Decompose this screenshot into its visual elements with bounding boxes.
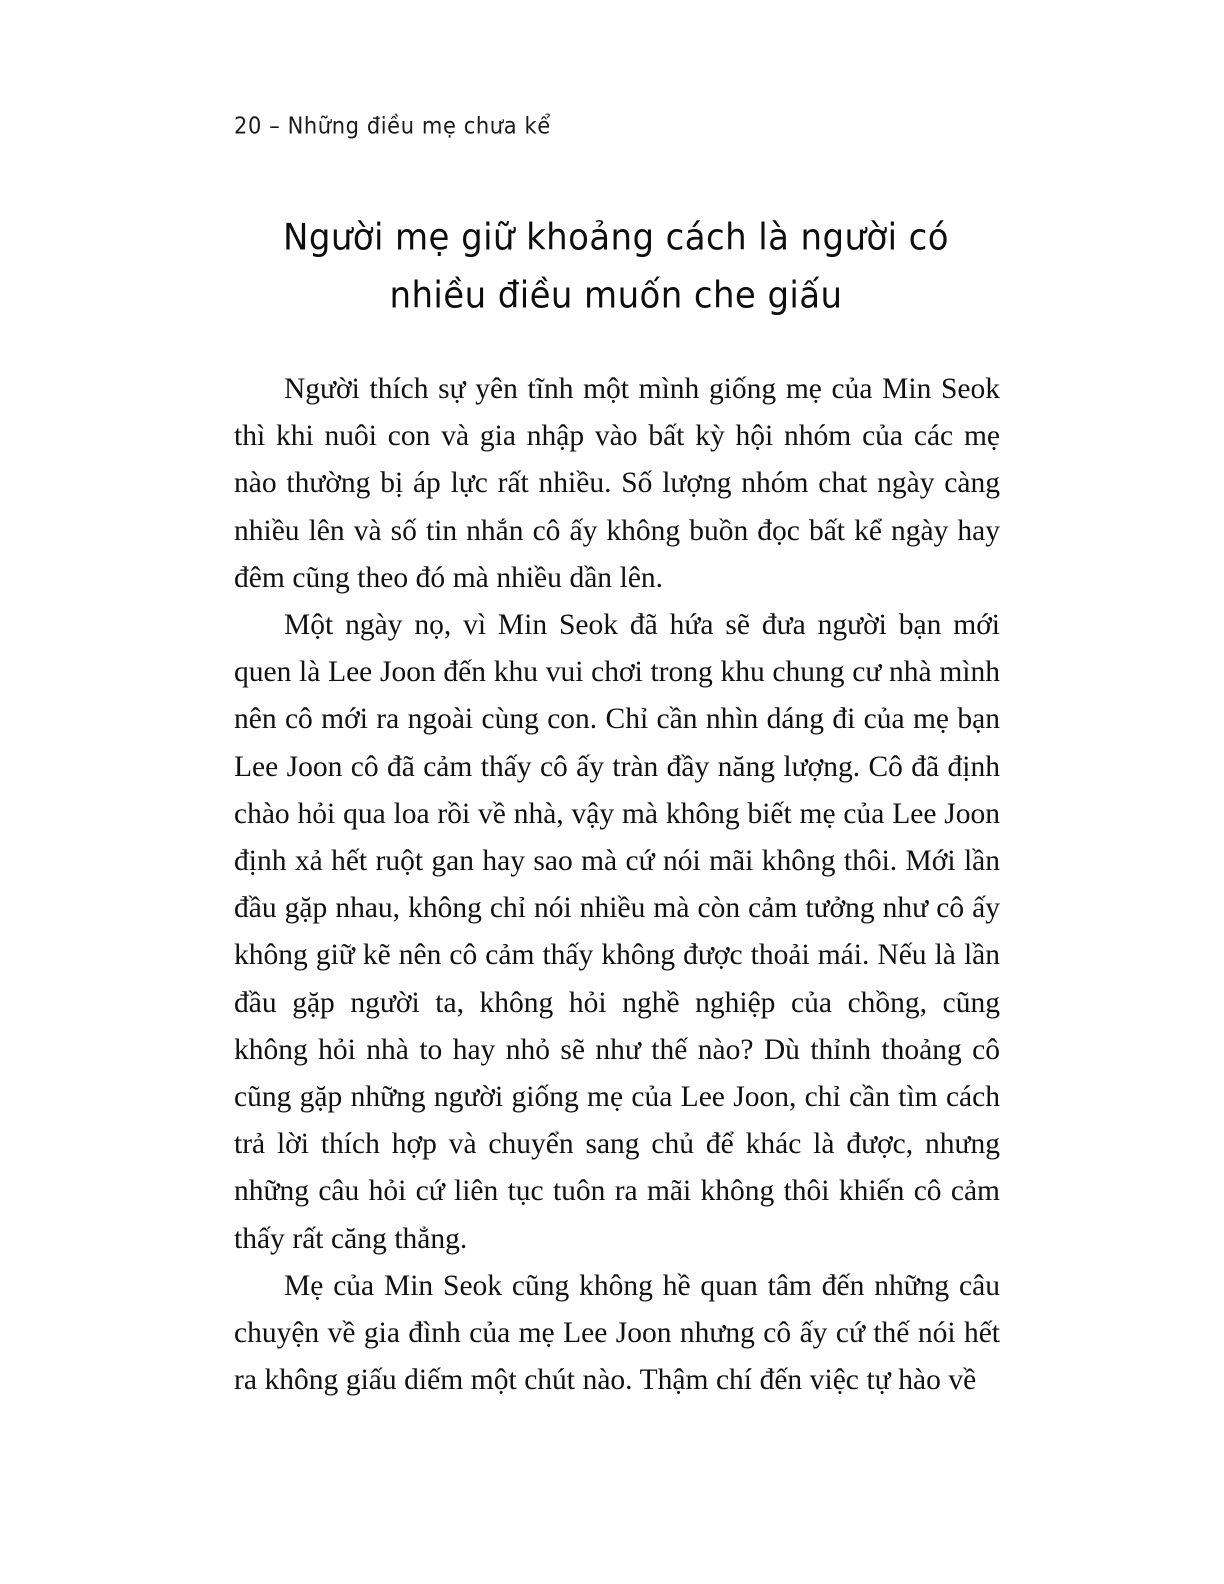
chapter-title: Người mẹ giữ khoảng cách là người có nhiều điều muốn che giấu xyxy=(283,216,949,317)
body-paragraph: Mẹ của Min Seok cũng không hề quan tâm đến những câu chuyện về gia đình của mẹ Lee Joon nhưng cô ấy cứ thế nói hết ra không giấu diếm một chút nào. Thậm chí đến việc tự hào về xyxy=(234,1269,1000,1397)
body-paragraph: Người thích sự yên tĩnh một mình giống mẹ của Min Seok thì khi nuôi con và gia nhập vào bất kỳ hội nhóm của các mẹ nào thường bị áp lực rất nhiều. Số lượng nhóm chat ngày càng nhiều lên và số tin nhắn cô ấy không buồn đọc bất kể ngày hay đêm cũng theo đó mà nhiều dần lên. xyxy=(234,373,1000,594)
running-header: 20 – Những điều mẹ chưa kể xyxy=(234,112,551,139)
body-paragraph: Một ngày nọ, vì Min Seok đã hứa sẽ đưa người bạn mới quen là Lee Joon đến khu vui chơi trong khu chung cư nhà mình nên cô mới ra ngoài cùng con. Chỉ cần nhìn dáng đi của mẹ bạn Lee Joon cô đã cảm thấy cô ấy tràn đầy năng lượng. Cô đã định chào hỏi qua loa rồi về nhà, vậy mà không biết mẹ của Lee Joon định xả hết ruột gan hay sao mà cứ nói mãi không thôi. Mới lần đầu gặp nhau, không chỉ nói nhiều mà còn cảm tưởng như cô ấy không giữ kẽ nên cô cảm thấy không được thoải mái. Nếu là lần đầu gặp người ta, không hỏi nghề nghiệp của chồng, cũng không hỏi nhà to hay nhỏ sẽ như thế nào? Dù thỉnh thoảng cô cũng gặp những người giống mẹ của Lee Joon, chỉ cần tìm cách trả lời thích hợp và chuyển sang chủ để khác là được, nhưng những câu hỏi cứ liên tục tuôn ra mãi không thôi khiến cô cảm thấy rất căng thẳng. xyxy=(234,609,1000,1255)
body-text-column xyxy=(234,366,1000,1404)
